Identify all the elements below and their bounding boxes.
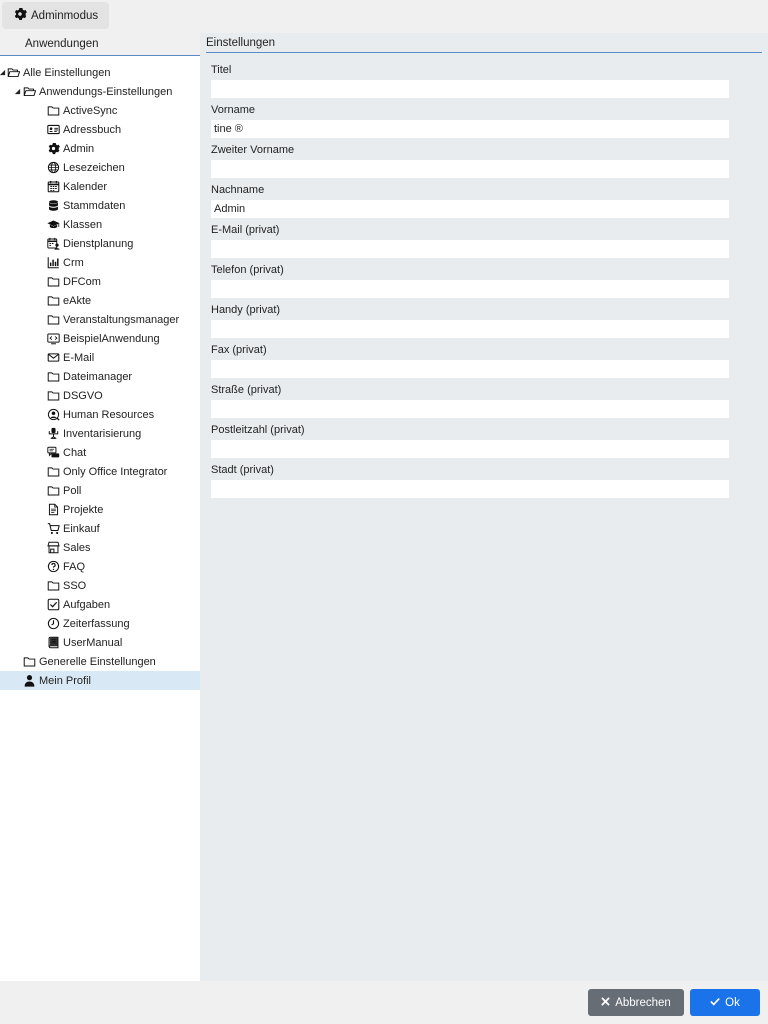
tree-item-label: eAkte <box>63 294 92 307</box>
tree-item-label: Sales <box>63 541 91 554</box>
settings-panel <box>200 33 768 981</box>
cart-icon <box>46 522 60 536</box>
form-field <box>211 463 729 498</box>
form-field <box>211 103 729 138</box>
field-label: Nachname <box>211 184 265 196</box>
office-chair-icon <box>46 427 60 441</box>
field-label: Fax (privat) <box>211 344 267 356</box>
field-input[interactable] <box>211 360 729 378</box>
tree-item[interactable] <box>0 272 200 291</box>
tree-item[interactable] <box>0 500 200 519</box>
folder-icon <box>46 104 60 118</box>
form-field <box>211 383 729 418</box>
tree-item[interactable] <box>0 120 200 139</box>
tree-item[interactable] <box>0 519 200 538</box>
field-input[interactable] <box>211 240 729 258</box>
tree-item[interactable] <box>0 595 200 614</box>
tree-item-label: Human Resources <box>63 408 155 421</box>
field-label: Stadt (privat) <box>211 464 274 476</box>
tree-item-label: Alle Einstellungen <box>23 66 111 79</box>
tree-item-label: Dienstplanung <box>63 237 134 250</box>
tree-item-label: DSGVO <box>63 389 103 402</box>
tree-item[interactable] <box>0 538 200 557</box>
field-input[interactable] <box>211 160 729 178</box>
folder-open-icon <box>6 66 20 80</box>
user-icon <box>22 674 36 688</box>
field-label: Handy (privat) <box>211 304 281 316</box>
tree-item[interactable] <box>0 177 200 196</box>
tree-item[interactable] <box>0 63 200 82</box>
tree-item-label: Aufgaben <box>63 598 111 611</box>
field-label: Zweiter Vorname <box>211 144 295 156</box>
tree-item-label: Dateimanager <box>63 370 133 383</box>
tree-item[interactable] <box>0 234 200 253</box>
gear-icon <box>13 7 27 24</box>
tree-item-label: Admin <box>63 142 95 155</box>
folder-icon <box>46 389 60 403</box>
tree-item[interactable] <box>0 462 200 481</box>
tree-item-label: Projekte <box>63 503 104 516</box>
applications-header: Anwendungen <box>0 33 200 56</box>
admin-mode-button[interactable] <box>2 2 109 29</box>
checkbox-icon <box>46 598 60 612</box>
folder-icon <box>46 294 60 308</box>
tree-item-label: Anwendungs-Einstellungen <box>39 85 173 98</box>
tree-item[interactable] <box>0 253 200 272</box>
calendar-user-icon <box>46 237 60 251</box>
tree-item-label: E-Mail <box>63 351 95 364</box>
cancel-button[interactable] <box>588 989 684 1016</box>
tree-item[interactable] <box>0 386 200 405</box>
field-label: E-Mail (privat) <box>211 224 280 236</box>
admin-mode-label: Adminmodus <box>31 9 99 22</box>
tree-item[interactable] <box>0 291 200 310</box>
tree-item-label: Chat <box>63 446 87 459</box>
tree-item[interactable] <box>0 557 200 576</box>
tree-item[interactable] <box>0 310 200 329</box>
tree-item[interactable] <box>0 614 200 633</box>
tree-item[interactable] <box>0 652 200 671</box>
tree-item-label: BeispielAnwendung <box>63 332 160 345</box>
field-label: Vorname <box>211 104 256 116</box>
folder-icon <box>46 275 60 289</box>
field-label: Telefon (privat) <box>211 264 284 276</box>
graduation-cap-icon <box>46 218 60 232</box>
field-input[interactable] <box>211 400 729 418</box>
tree-item-label: Only Office Integrator <box>63 465 168 478</box>
ok-button[interactable] <box>690 989 760 1016</box>
tree-item[interactable] <box>0 443 200 462</box>
tree-item[interactable] <box>0 405 200 424</box>
folder-icon <box>22 655 36 669</box>
tree-item-label: Adressbuch <box>63 123 122 136</box>
calendar-icon <box>46 180 60 194</box>
tree-item[interactable] <box>0 576 200 595</box>
address-card-icon <box>46 123 60 137</box>
tree-item-label: ActiveSync <box>63 104 118 117</box>
tree-item[interactable] <box>0 215 200 234</box>
folder-icon <box>46 465 60 479</box>
tree-item-label: Poll <box>63 484 82 497</box>
field-input[interactable] <box>211 120 729 138</box>
gear-icon <box>46 142 60 156</box>
globe-icon <box>46 161 60 175</box>
field-input[interactable] <box>211 320 729 338</box>
tree-item[interactable] <box>0 367 200 386</box>
folder-open-icon <box>22 85 36 99</box>
field-label: Postleitzahl (privat) <box>211 424 305 436</box>
tree-item[interactable] <box>0 101 200 120</box>
field-input[interactable] <box>211 80 729 98</box>
field-input[interactable] <box>211 280 729 298</box>
form-field <box>211 223 729 258</box>
close-icon <box>601 997 610 1009</box>
chat-icon <box>46 446 60 460</box>
book-icon <box>46 636 60 650</box>
field-label: Titel <box>211 64 232 76</box>
clock-icon <box>46 617 60 631</box>
ok-label: Ok <box>725 996 740 1009</box>
tree-item[interactable] <box>0 82 200 101</box>
expand-toggle-icon[interactable] <box>12 87 22 97</box>
database-icon <box>46 199 60 213</box>
tree-item[interactable] <box>0 329 200 348</box>
form-field <box>211 63 729 98</box>
tree-item-label: Inventarisierung <box>63 427 142 440</box>
check-icon <box>710 997 720 1009</box>
settings-header: Einstellungen <box>206 33 762 53</box>
user-search-icon <box>46 408 60 422</box>
tree-item[interactable] <box>0 158 200 177</box>
store-icon <box>46 541 60 555</box>
folder-icon <box>46 370 60 384</box>
tree-item-label: DFCom <box>63 275 101 288</box>
tree-item[interactable] <box>0 671 200 690</box>
cancel-label: Abbrechen <box>615 996 671 1009</box>
bar-chart-icon <box>46 256 60 270</box>
folder-icon <box>46 313 60 327</box>
tree-item[interactable] <box>0 348 200 367</box>
tree-item-label: UserManual <box>63 636 123 649</box>
tree-item-label: Klassen <box>63 218 103 231</box>
tree-item-label: Stammdaten <box>63 199 126 212</box>
tree-item-label: Mein Profil <box>39 674 91 687</box>
form-field <box>211 423 729 458</box>
applications-panel <box>0 33 200 981</box>
form-field <box>211 183 729 218</box>
tree-item-label: Kalender <box>63 180 108 193</box>
folder-icon <box>46 579 60 593</box>
tree-item[interactable] <box>0 139 200 158</box>
tree-item[interactable] <box>0 481 200 500</box>
form-field <box>211 143 729 178</box>
field-input[interactable] <box>211 440 729 458</box>
form-field <box>211 303 729 338</box>
tree-item[interactable] <box>0 196 200 215</box>
question-icon <box>46 560 60 574</box>
tree-item-label: Veranstaltungsmanager <box>63 313 180 326</box>
folder-icon <box>46 484 60 498</box>
tree-item-label: Lesezeichen <box>63 161 125 174</box>
field-label: Straße (privat) <box>211 384 282 396</box>
document-icon <box>46 503 60 517</box>
tree-item-label: FAQ <box>63 560 86 573</box>
field-input[interactable] <box>211 200 729 218</box>
tree-item-label: Generelle Einstellungen <box>39 655 156 668</box>
tree-item-label: Zeiterfassung <box>63 617 130 630</box>
tree-item-label: Crm <box>63 256 84 269</box>
envelope-icon <box>46 351 60 365</box>
field-input[interactable] <box>211 480 729 498</box>
code-window-icon <box>46 332 60 346</box>
tree-item-label: Einkauf <box>63 522 100 535</box>
form-field <box>211 343 729 378</box>
tree-item[interactable] <box>0 633 200 652</box>
tree-item-label: SSO <box>63 579 87 592</box>
tree-item[interactable] <box>0 424 200 443</box>
form-field <box>211 263 729 298</box>
